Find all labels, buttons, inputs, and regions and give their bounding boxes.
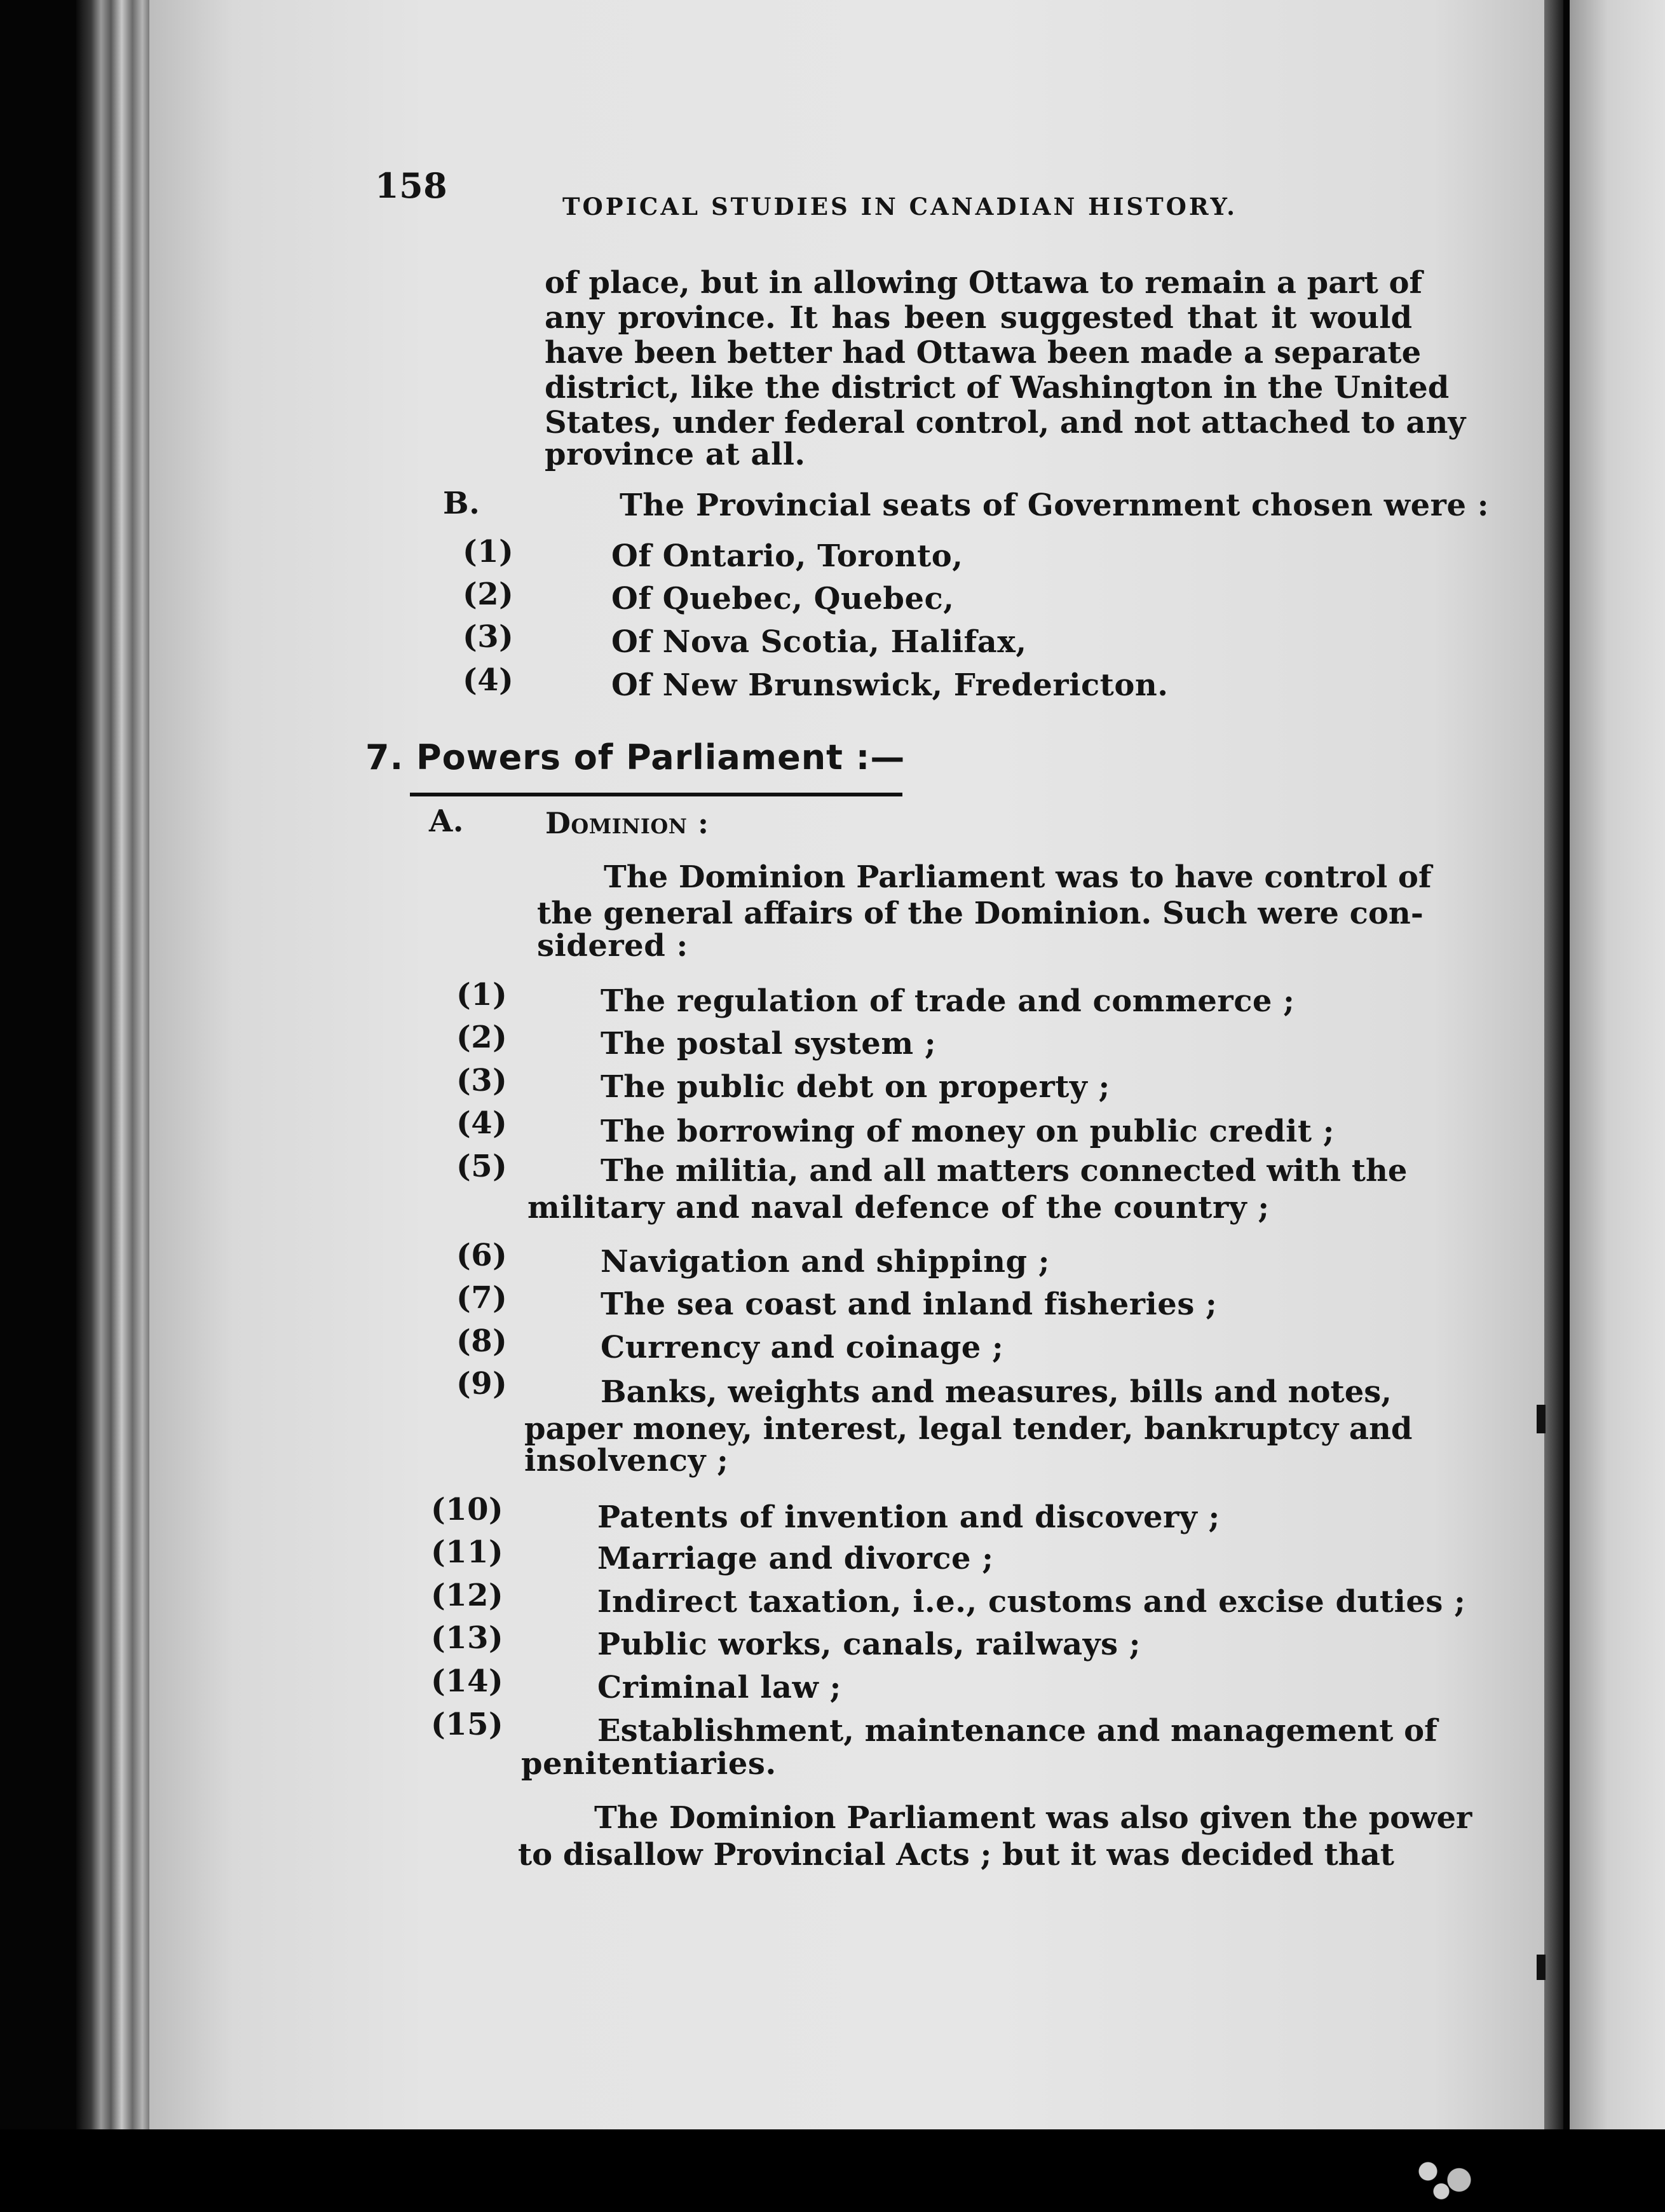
list-item-continuation: military and naval defence of the country ; bbox=[527, 1190, 1270, 1225]
paragraph-line: of place, but in allowing Ottawa to remain a part of bbox=[545, 265, 1423, 301]
paragraph-line: any province. It has been suggested that it would bbox=[545, 300, 1412, 336]
list-item: Navigation and shipping ; bbox=[601, 1244, 1050, 1280]
item-number: (11) bbox=[431, 1534, 504, 1570]
list-item: Of New Brunswick, Fredericton. bbox=[611, 667, 1169, 703]
paragraph-line: States, under federal control, and not attached to any bbox=[545, 405, 1466, 440]
part-marker: A. bbox=[429, 803, 464, 839]
page-edge-mark bbox=[1537, 1955, 1546, 1980]
page-edge-mark bbox=[1537, 1405, 1546, 1433]
item-number: (5) bbox=[456, 1149, 508, 1184]
list-item: Establishment, maintenance and management of bbox=[597, 1713, 1437, 1749]
list-item: The sea coast and inland fisheries ; bbox=[601, 1287, 1218, 1322]
page-number: 158 bbox=[375, 165, 448, 206]
item-number: (2) bbox=[463, 577, 514, 612]
list-item: Patents of invention and discovery ; bbox=[597, 1499, 1220, 1535]
page-gutter-shadow bbox=[1544, 0, 1563, 2129]
paragraph-line: province at all. bbox=[545, 437, 806, 472]
item-number: (7) bbox=[456, 1280, 508, 1316]
intro-line: sidered : bbox=[537, 928, 688, 964]
paragraph-line: have been better had Ottawa been made a separate bbox=[545, 335, 1422, 371]
item-number: (10) bbox=[431, 1492, 504, 1527]
item-number: (14) bbox=[431, 1663, 504, 1699]
section-number: 7. bbox=[365, 737, 404, 777]
item-number: (8) bbox=[456, 1323, 508, 1359]
list-item: The regulation of trade and commerce ; bbox=[601, 983, 1295, 1019]
list-item: Indirect taxation, i.e., customs and excise duties ; bbox=[597, 1584, 1466, 1620]
list-item: Public works, canals, railways ; bbox=[597, 1627, 1141, 1662]
item-number: (2) bbox=[456, 1020, 508, 1055]
part-marker: B. bbox=[443, 486, 480, 521]
intro-line: the general affairs of the Dominion. Such were con- bbox=[537, 896, 1424, 931]
paragraph-line: district, like the district of Washington in the United bbox=[545, 370, 1450, 406]
library-stamp-mark bbox=[1401, 2148, 1490, 2206]
list-item: Of Ontario, Toronto, bbox=[611, 538, 963, 574]
running-title: TOPICAL STUDIES IN CANADIAN HISTORY. bbox=[562, 193, 1238, 221]
list-item: Of Nova Scotia, Halifax, bbox=[611, 624, 1027, 660]
list-item: The public debt on property ; bbox=[601, 1069, 1110, 1105]
facing-page-edge bbox=[1570, 0, 1665, 2129]
list-item: Of Quebec, Quebec, bbox=[611, 581, 955, 617]
book-binding bbox=[76, 0, 159, 2148]
list-item-continuation: penitentiaries. bbox=[521, 1746, 777, 1782]
item-number: (15) bbox=[431, 1707, 504, 1742]
closing-line: The Dominion Parliament was also given the power bbox=[594, 1800, 1472, 1836]
item-number: (1) bbox=[463, 534, 514, 570]
list-item-continuation: paper money, interest, legal tender, bankruptcy and bbox=[524, 1411, 1413, 1447]
item-number: (6) bbox=[456, 1238, 508, 1273]
list-item: The militia, and all matters connected with the bbox=[601, 1153, 1408, 1189]
part-heading: Dominion : bbox=[545, 806, 709, 840]
list-item: Banks, weights and measures, bills and notes, bbox=[601, 1374, 1392, 1410]
item-number: (3) bbox=[463, 619, 514, 655]
list-item: The borrowing of money on public credit ; bbox=[601, 1114, 1335, 1149]
item-number: (12) bbox=[431, 1578, 504, 1613]
intro-line: The Dominion Parliament was to have control of bbox=[604, 859, 1432, 895]
item-number: (4) bbox=[456, 1105, 508, 1141]
list-item: Currency and coinage ; bbox=[601, 1330, 1004, 1365]
item-number: (1) bbox=[456, 977, 508, 1013]
list-item: Marriage and divorce ; bbox=[597, 1541, 994, 1576]
item-number: (4) bbox=[463, 662, 514, 698]
closing-line: to disallow Provincial Acts ; but it was decided that bbox=[518, 1837, 1394, 1873]
item-number: (9) bbox=[456, 1366, 508, 1402]
item-number: (3) bbox=[456, 1063, 508, 1098]
section-title-underline bbox=[410, 793, 902, 796]
part-intro: The Provincial seats of Government chosen were : bbox=[620, 488, 1489, 523]
list-item: Criminal law ; bbox=[597, 1670, 841, 1705]
section-title: Powers of Parliament :— bbox=[416, 737, 906, 777]
item-number: (13) bbox=[431, 1620, 504, 1656]
list-item: The postal system ; bbox=[601, 1026, 937, 1062]
list-item-continuation: insolvency ; bbox=[524, 1443, 729, 1478]
